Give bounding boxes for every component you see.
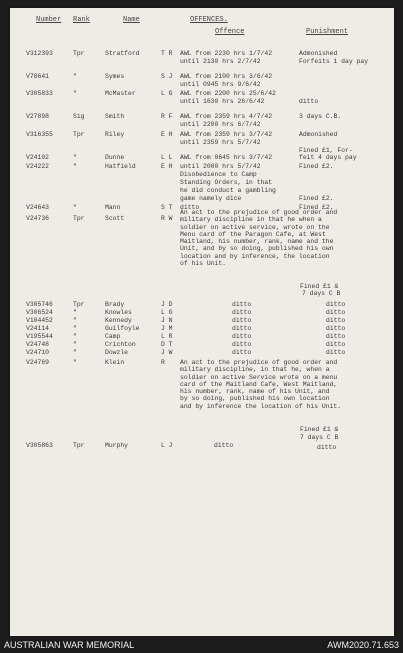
initials: S T: [161, 204, 173, 211]
rank: ": [73, 349, 77, 356]
rank: ": [73, 154, 77, 161]
service-number: V24769: [26, 359, 50, 366]
initials: T R: [161, 50, 173, 57]
initials: L R: [161, 333, 173, 340]
surname: Knowles: [105, 309, 132, 316]
initials: E H: [161, 131, 173, 138]
document-page: [10, 8, 394, 636]
punishment: ditto: [299, 98, 319, 105]
rank: Tpr: [73, 131, 85, 138]
offence: game namely dice: [180, 195, 242, 202]
rank: ": [73, 204, 77, 211]
surname: Mann: [105, 204, 121, 211]
rank: ": [73, 309, 77, 316]
service-number: V104452: [26, 317, 53, 324]
initials: R: [161, 359, 165, 366]
offence: AWL from 0645 hrs 3/7/42: [180, 154, 273, 161]
rank: Sig: [73, 113, 85, 120]
offence: Standing Orders, in that: [180, 179, 273, 186]
rank: ": [73, 163, 77, 170]
initials: J D: [161, 301, 173, 308]
punishment: ditto: [326, 333, 346, 340]
offence: AWL from 2230 hrs 1/7/42: [180, 50, 273, 57]
initials: L L: [161, 154, 173, 161]
punishment: Admonished: [299, 131, 338, 138]
punishment: 3 days C.B.: [299, 113, 342, 120]
rank: Tpr: [73, 442, 85, 449]
service-number: V24736: [26, 215, 50, 222]
initials: L G: [161, 309, 173, 316]
service-number: V24114: [26, 325, 50, 332]
offence: he did conduct a gambling: [180, 187, 276, 194]
offence: until 2200 hrs 6/7/42: [180, 121, 261, 128]
initials: J W: [161, 349, 173, 356]
offence: until 2000 hrs 5/7/42: [180, 163, 261, 170]
initials: R F: [161, 113, 173, 120]
service-number: V24748: [26, 341, 50, 348]
service-number: V24102: [26, 154, 50, 161]
initials: J N: [161, 317, 173, 324]
punishment: ditto: [326, 349, 346, 356]
offence: ditto: [232, 341, 252, 348]
surname: Scott: [105, 215, 125, 222]
rank: ": [73, 359, 77, 366]
offence: ditto: [232, 325, 252, 332]
initials: L G: [161, 90, 173, 97]
surname: Guilfoyle: [105, 325, 140, 332]
punishment: 7 days C B: [302, 290, 341, 297]
surname: Brady: [105, 301, 125, 308]
surname: Kennedy: [105, 317, 132, 324]
surname: Camp: [105, 333, 121, 340]
rank: ": [73, 73, 77, 80]
surname: Riley: [105, 131, 125, 138]
offence: until 2359 hrs 5/7/42: [180, 139, 261, 146]
service-number: V306524: [26, 309, 53, 316]
offence: until 2130 hrs 2/7/42: [180, 58, 261, 65]
surname: Smith: [105, 113, 125, 120]
surname: Stratford: [105, 50, 140, 57]
surname: Dunne: [105, 154, 125, 161]
footer-source: AUSTRALIAN WAR MEMORIAL: [4, 640, 135, 650]
surname: Symes: [105, 73, 125, 80]
service-number: V305863: [26, 442, 53, 449]
service-number: V312393: [26, 50, 53, 57]
initials: L J: [161, 442, 173, 449]
offence: ditto: [214, 442, 234, 449]
header-rank: Rank: [73, 16, 90, 24]
punishment: Fined £2.: [299, 163, 334, 170]
initials: S J: [161, 73, 173, 80]
punishment: Admonished: [299, 50, 338, 57]
initials: E H: [161, 163, 173, 170]
punishment: ditto: [317, 444, 337, 451]
scott-offence-text: An act to the prejudice of good order and military discipline in that he when a soldier on active service, wrote on the Menu card of the Paragon Cafe, at West Maitland, his number, rank, name and the Unit, and by so doing, published his own location and by inference, the location of his Unit.: [180, 209, 338, 268]
offence: ditto: [232, 333, 252, 340]
rank: ": [73, 325, 77, 332]
punishment: Fined £2.: [299, 195, 334, 202]
service-number: V24643: [26, 204, 50, 211]
offence: AWL from 2100 hrs 3/6/42: [180, 73, 273, 80]
surname: Crichton: [105, 341, 136, 348]
offence: Disobedience to Camp: [180, 171, 257, 178]
service-number: V305746: [26, 301, 53, 308]
initials: R W: [161, 215, 173, 222]
punishment: Fined £1 &: [300, 283, 339, 290]
header-offence: Offence: [215, 28, 245, 36]
surname: Dowzle: [105, 349, 129, 356]
surname: McMaster: [105, 90, 136, 97]
initials: J M: [161, 325, 173, 332]
punishment: ditto: [326, 301, 346, 308]
rank: Tpr: [73, 50, 85, 57]
service-number: V24222: [26, 163, 50, 170]
service-number: V78641: [26, 73, 50, 80]
punishment: 7 days C B: [300, 434, 339, 441]
rank: ": [73, 333, 77, 340]
header-punishment: Punishment: [306, 28, 349, 36]
initials: D T: [161, 341, 173, 348]
punishment: Forfeits 1 day pay: [299, 58, 369, 65]
footer-bar: [0, 636, 403, 653]
punishment: Fined £1 &: [300, 426, 339, 433]
punishment: ditto: [326, 341, 346, 348]
footer-id: AWM2020.71.653: [327, 640, 399, 650]
service-number: V195544: [26, 333, 53, 340]
service-number: V27898: [26, 113, 50, 120]
surname: Klein: [105, 359, 125, 366]
service-number: V24710: [26, 349, 50, 356]
header-name: Name: [123, 16, 140, 24]
service-number: V305833: [26, 90, 53, 97]
offence: until 0945 hrs 9/6/42: [180, 81, 261, 88]
rank: ": [73, 317, 77, 324]
punishment: ditto: [326, 309, 346, 316]
offence: ditto: [180, 204, 200, 211]
surname: Murphy: [105, 442, 129, 449]
offence: ditto: [232, 301, 252, 308]
offence: ditto: [232, 309, 252, 316]
klein-offence-text: An act to the prejudice of good order and military discipline, in that he, when a soldier on active Service wrote on a menu card of the Maitland Cafe, West Maitland, his number, rank, name of his Unit, and by so doing, published his own location and by inference the location of his Unit.: [180, 359, 342, 410]
offence: ditto: [232, 349, 252, 356]
punishment: feit 4 days pay: [299, 154, 357, 161]
offence: until 1630 hrs 26/6/42: [180, 98, 265, 105]
header-number: Number: [36, 16, 62, 24]
offence: AWL from 2359 hrs 4/7/42: [180, 113, 273, 120]
rank: Tpr: [73, 301, 85, 308]
punishment: ditto: [326, 325, 346, 332]
punishment: Fined £1, For-: [299, 147, 353, 154]
surname: Hatfield: [105, 163, 136, 170]
offence: AWL from 2200 hrs 25/6/42: [180, 90, 276, 97]
offence: ditto: [232, 317, 252, 324]
offence: AWL from 2359 hrs 3/7/42: [180, 131, 273, 138]
service-number: V316355: [26, 131, 53, 138]
rank: ": [73, 341, 77, 348]
punishment: ditto: [326, 317, 346, 324]
header-offences-title: OFFENCES.: [190, 16, 228, 24]
rank: Tpr: [73, 215, 85, 222]
punishment: Fined £2.: [299, 204, 334, 211]
rank: ": [73, 90, 77, 97]
